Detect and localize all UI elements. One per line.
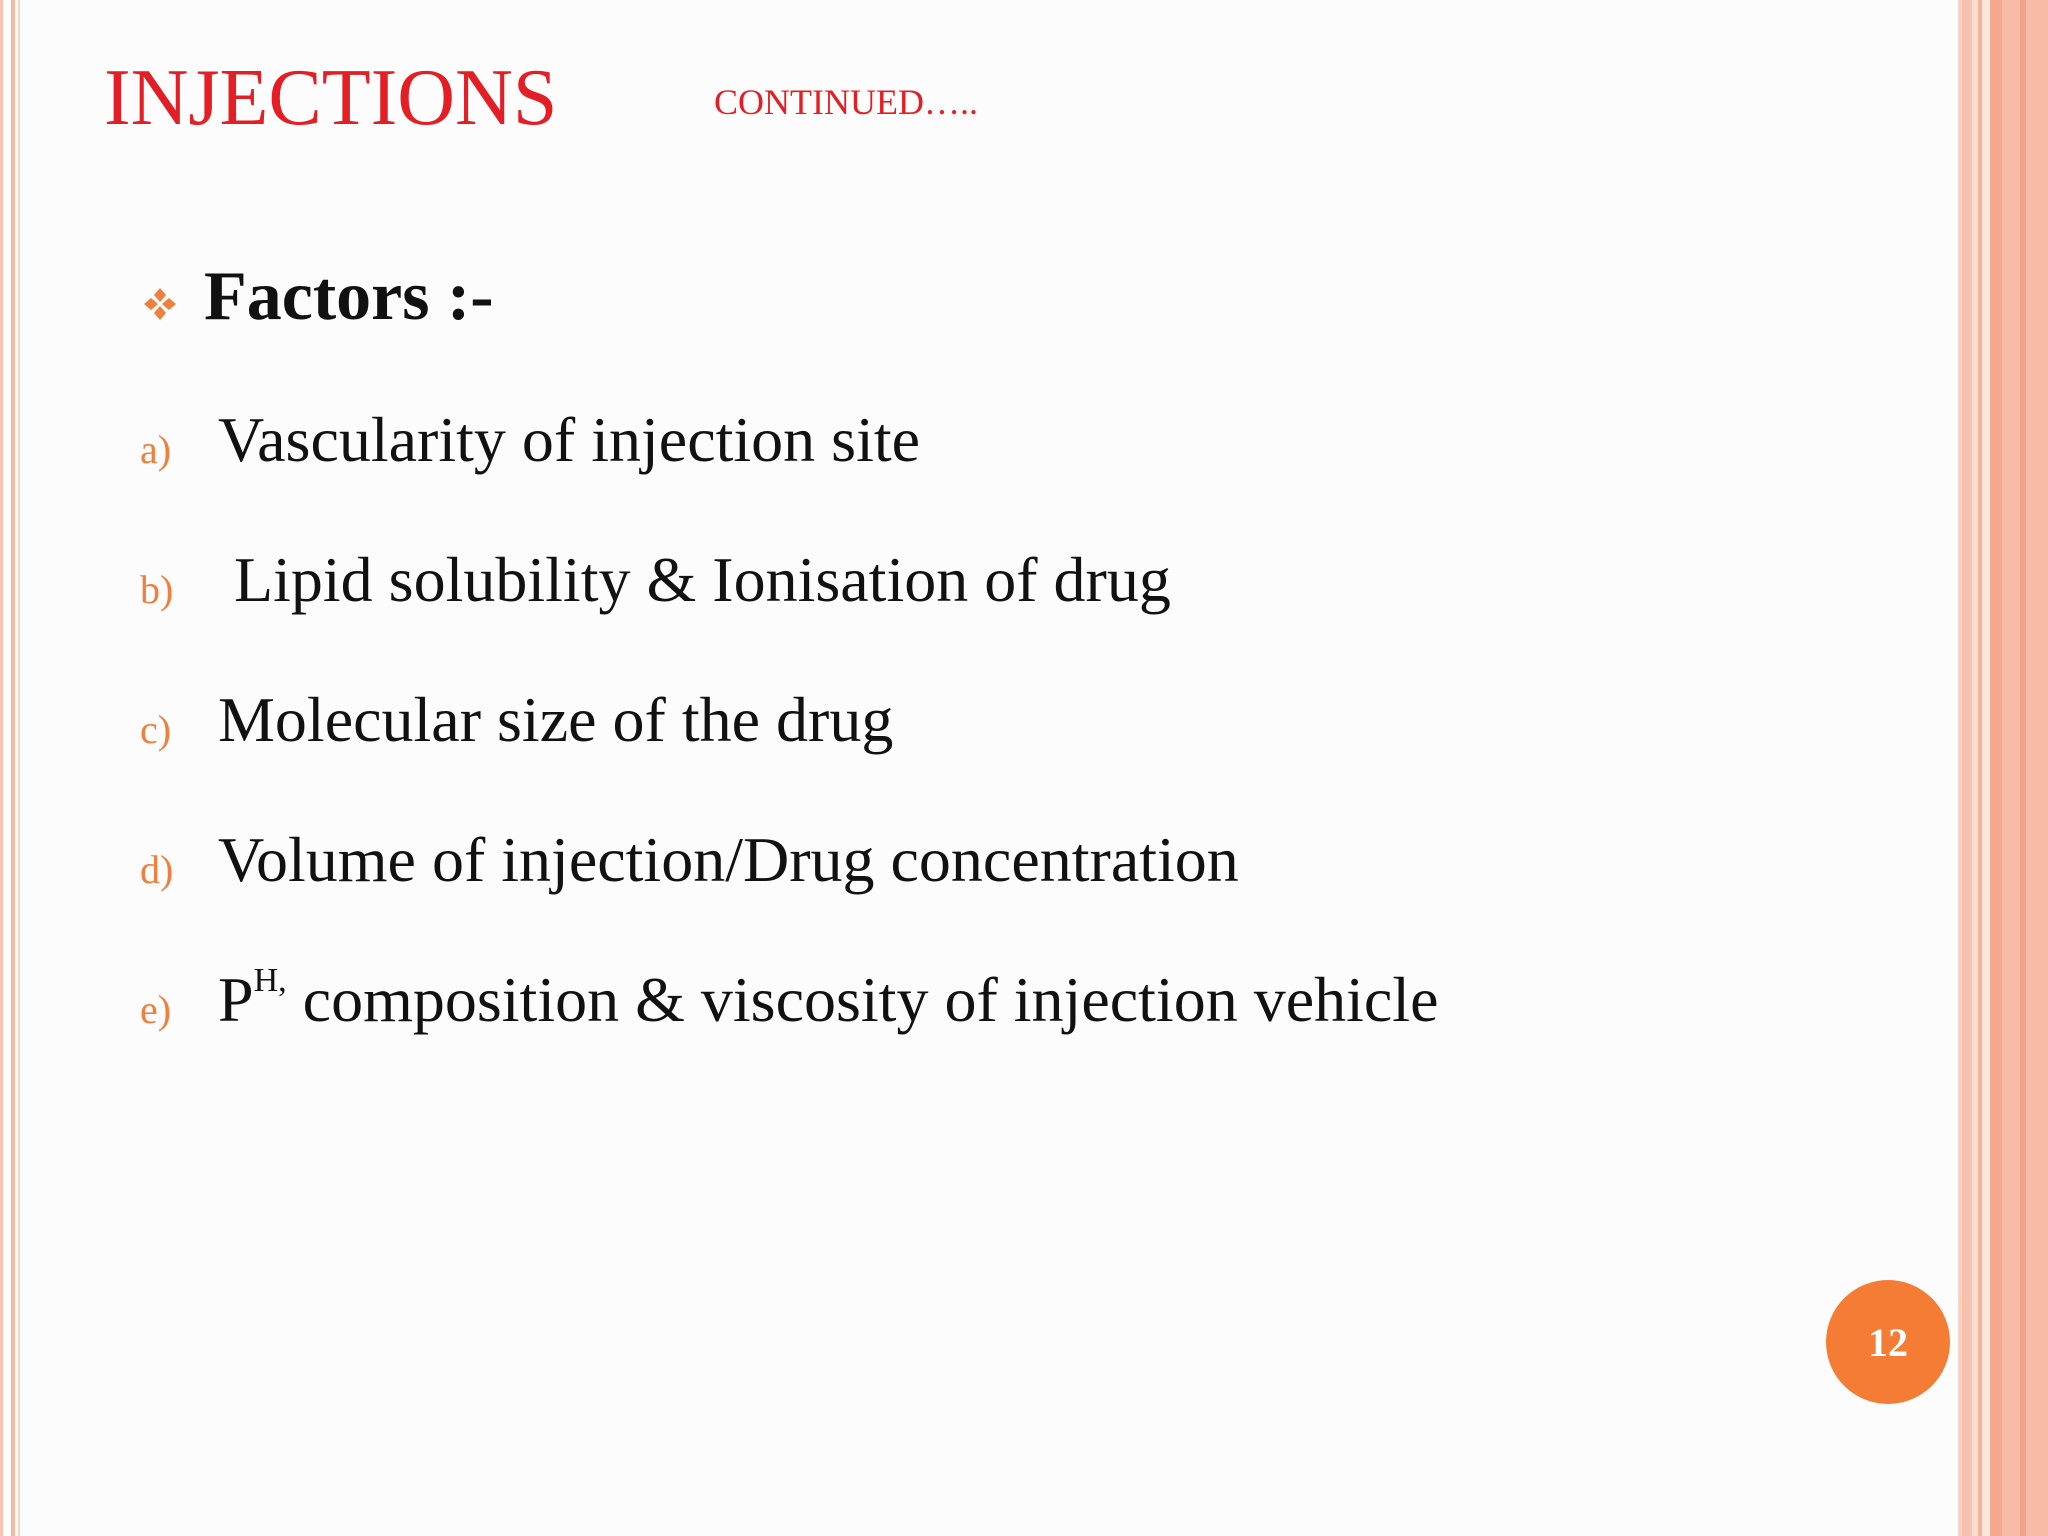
list-marker: c) <box>140 707 172 752</box>
list-item-text <box>218 962 1439 1035</box>
list-item-text: Volume of injection/Drug concentration <box>218 824 1239 895</box>
list-item-text: Vascularity of injection site <box>218 404 921 475</box>
right-border-stripe <box>1990 0 2002 1536</box>
list-marker: d) <box>140 847 174 892</box>
list-marker: b) <box>140 567 174 612</box>
right-border-stripe <box>2020 0 2026 1536</box>
list-item-text: Lipid solubility & Ionisation of drug <box>218 544 1171 615</box>
list-marker: a) <box>140 427 172 472</box>
left-border-stripe <box>18 0 20 1536</box>
slide-title: INJECTIONS <box>104 54 558 142</box>
factors-heading: Factors :- <box>204 258 494 335</box>
page-number-badge: 12 <box>1826 1280 1950 1404</box>
ph-superscript: H, <box>253 962 287 999</box>
left-border-stripe <box>11 0 15 1536</box>
list-marker: e) <box>140 987 172 1032</box>
left-border-stripe <box>0 0 3 1536</box>
right-border-stripe <box>1962 0 1972 1536</box>
list-item-text: Molecular size of the drug <box>218 684 894 755</box>
right-border-stripe <box>1982 0 1990 1536</box>
four-diamond-bullet-icon <box>142 286 178 322</box>
ph-item-rest: composition & viscosity of injection vehicle <box>286 964 1439 1035</box>
slide-subtitle: CONTINUED….. <box>714 82 978 122</box>
ph-symbol: P <box>218 964 254 1035</box>
